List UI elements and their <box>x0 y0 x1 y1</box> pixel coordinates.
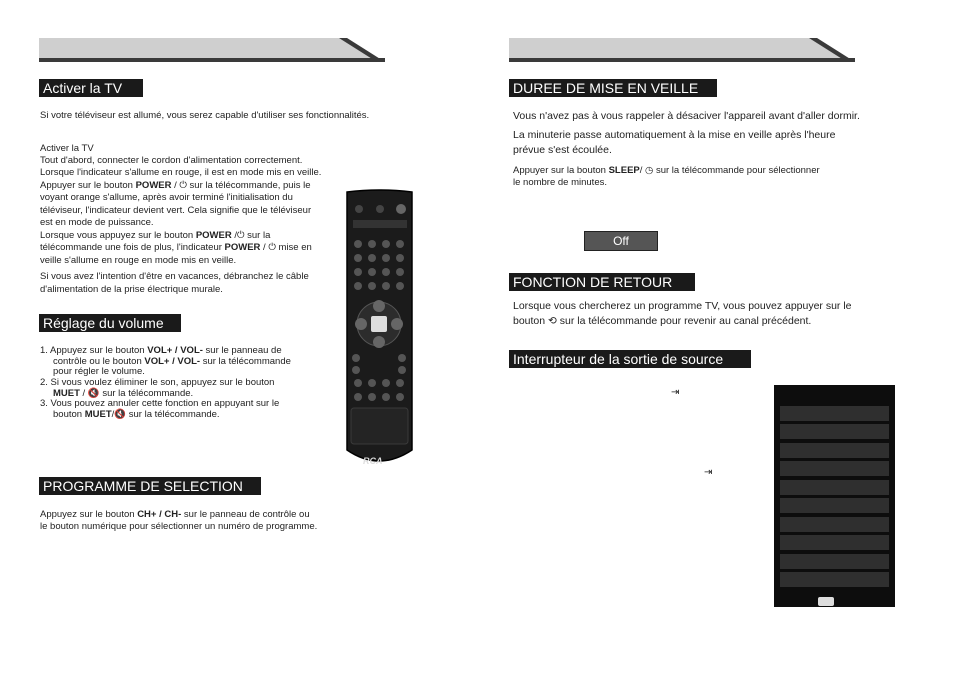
activer-line-9: veille s'allume en rouge en mode mis en veille. <box>40 255 237 266</box>
volume-line-7: bouton MUET/🔇 sur la télécommande. <box>53 409 220 420</box>
activer-line-3: Appuyer sur le bouton POWER / ⏻ sur la télécommande, puis le <box>40 180 311 191</box>
left-header-banner <box>39 38 385 62</box>
volume-line-6: 3. Vous pouvez annuler cette fonction en appuyant sur le <box>40 398 280 409</box>
source-menu-item[interactable] <box>780 424 889 439</box>
activer-line-6: est en mode de puissance. <box>40 217 154 228</box>
activer-line-8: télécommande une fois de plus, l'indicateur POWER / ⏻ mise en <box>40 242 312 253</box>
activer-line-11: d'alimentation de la prise électrique murale. <box>40 284 223 295</box>
activer-sub-heading: Activer la TV <box>40 143 94 154</box>
activer-line-4: voyant orange s'allume, après avoir terminé l'initialisation du <box>40 192 293 203</box>
section-heading-source: Interrupteur de la sortie de source <box>509 350 751 368</box>
activer-line-2: Lorsque l'indicateur s'allume en rouge, il est en mode mis en veille. <box>40 167 322 178</box>
activer-line-1: Tout d'abord, connecter le cordon d'alimentation correctement. <box>40 155 303 166</box>
source-menu-item[interactable] <box>780 517 889 532</box>
activer-intro: Si votre téléviseur est allumé, vous serez capable d'utiliser ses fonctionnalités. <box>40 110 370 121</box>
section-heading-retour: FONCTION DE RETOUR <box>509 273 695 291</box>
source-menu-panel <box>774 385 895 607</box>
activer-line-5: téléviseur, l'indicateur devient vert. Cela signifie que le téléviseur <box>40 205 312 216</box>
veille-line-2: La minuterie passe automatiquement à la mise en veille après l'heure <box>513 129 836 141</box>
right-header-banner <box>509 38 855 62</box>
source-menu-item[interactable] <box>780 554 889 569</box>
section-heading-volume: Réglage du volume <box>39 314 181 332</box>
volume-line-5: MUET / 🔇 sur la télécommande. <box>53 388 194 399</box>
source-icon: ⇥ <box>704 467 713 478</box>
retour-line-1: Lorsque vous chercherez un programme TV, vous pouvez appuyer sur le <box>513 300 852 312</box>
sleep-off-display: Off <box>584 231 658 251</box>
programme-line-1: Appuyez sur le bouton CH+ / CH- sur le panneau de contrôle ou <box>40 509 310 520</box>
volume-line-2: contrôle ou le bouton VOL+ / VOL- sur la télécommande <box>53 356 291 367</box>
source-icon: ⇥ <box>671 387 680 398</box>
volume-line-4: 2. Si vous voulez éliminer le son, appuyez sur le bouton <box>40 377 275 388</box>
remote-control-illustration <box>343 188 416 470</box>
source-menu-item[interactable] <box>780 480 889 495</box>
section-heading-activer: Activer la TV <box>39 79 143 97</box>
source-menu-item[interactable] <box>780 443 889 458</box>
programme-line-2: le bouton numérique pour sélectionner un numéro de programme. <box>40 521 318 532</box>
mute-icon: 🔇 <box>114 409 127 420</box>
power-icon: ⏻ <box>236 230 245 241</box>
power-icon: ⏻ <box>268 242 276 253</box>
veille-line-1: Vous n'avez pas à vous rappeler à désaciver l'appareil avant d'aller dormir. <box>513 110 860 122</box>
section-heading-programme: PROGRAMME DE SELECTION <box>39 477 261 495</box>
volume-line-1: 1. Appuyez sur le bouton VOL+ / VOL- sur le panneau de <box>40 345 282 356</box>
source-menu-item[interactable] <box>780 572 889 587</box>
veille-line-5: le nombre de minutes. <box>513 177 607 188</box>
source-menu-item[interactable] <box>780 498 889 513</box>
source-menu-item[interactable] <box>780 461 889 476</box>
source-menu-item[interactable] <box>780 535 889 550</box>
retour-line-2: bouton ⟲ sur la télécommande pour revenir au canal précédent. <box>513 315 812 327</box>
section-heading-veille: DUREE DE MISE EN VEILLE <box>509 79 717 97</box>
remote-logo: RCA <box>363 456 383 466</box>
veille-line-3: prévue s'est écoulée. <box>513 144 612 156</box>
activer-line-7: Lorsque vous appuyez sur le bouton POWER /⏻ sur la <box>40 230 271 241</box>
activer-line-10: Si vous avez l'intention d'être en vacances, débranchez le câble <box>40 271 309 282</box>
volume-line-3: pour régler le volume. <box>53 366 145 377</box>
power-icon: ⏻ <box>179 180 187 191</box>
return-icon: ⟲ <box>548 315 557 327</box>
clock-icon: ◷ <box>645 165 654 176</box>
source-menu-ok-button[interactable] <box>818 597 834 606</box>
veille-line-4: Appuyer sur la bouton SLEEP/ ◷ sur la télécommande pour sélectionner <box>513 165 820 176</box>
source-menu-item[interactable] <box>780 406 889 421</box>
mute-icon: 🔇 <box>87 388 100 399</box>
